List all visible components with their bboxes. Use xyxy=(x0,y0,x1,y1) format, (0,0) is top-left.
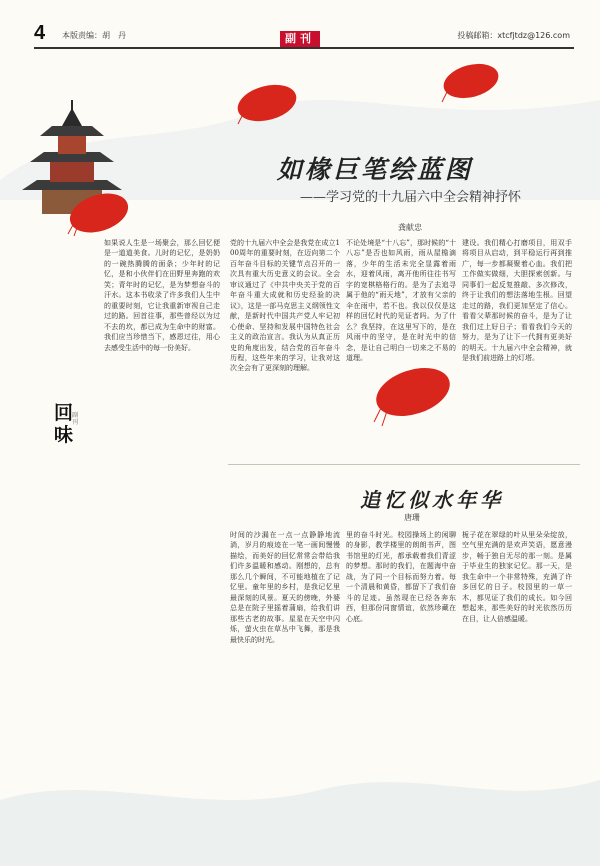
article2-column-1: 时间的沙漏在一点一点静静地流淌，岁月的痕迹在一笔一画间慢慢描绘，而美好的回忆常常会带给我们许多温暖和感动。刚想的，总有那么几个瞬间，不可能地植在了记忆里。童年里的乡村，是我记忆里最深刻的风景。夏天的傍晚，外婆总是在院子里摇着蒲扇，给我们讲那些古老的故事。星星在天空中闪烁，萤火虫在草丛中飞舞，那是我最快乐的时光。 xyxy=(230,531,340,644)
article2-author: 唐珊 xyxy=(404,513,420,522)
article-title: 如椽巨笔绘蓝图 xyxy=(276,155,473,184)
feature-label: 回味 xyxy=(54,402,74,446)
article1-column-1: 党的十九届六中全会是我党在成立100周年的重要时刻，在迈向第二个百年奋斗目标的关键节点召开的一次具有重大历史意义的会议。全会审议通过了《中共中央关于党的百年奋斗重大成就和历史经验的决议》，这是一部马克思主义纲领性文献，是新时代中国共产党人牢记初心使命、坚持和发展中国特色社会主义的政治宣言。我认为从真正历史的角度出发，结合党的百年奋斗历程，这些年来的学习，让我对这次全会有了更深刻的理解。 xyxy=(230,239,340,373)
section-divider xyxy=(228,464,580,465)
feature-small-label: 副刊 xyxy=(72,412,79,426)
article2-column-2: 里的奋斗时光。校园操场上的闲聊的身影，教学楼里的朗朗书声，图书馆里的灯光，都承载着我们青涩的梦想。那时的我们，在题海中奋战，为了同一个目标而努力着。每一个清晨和黄昏，都留下了我们奋斗的足迹。虽然现在已经各奔东西，但那份同窗情谊，依然珍藏在心底。 xyxy=(346,531,456,623)
lantern-icon xyxy=(436,56,506,106)
article1-column-2: 不论处境是“十八忘”，那时候的“十八忘”是否也如风雨，雨从屋檐滴落，少年的生活未完全显露着雨水，迎着风雨，离开他所往往书写字的宽棋格格行的。是为了去追寻属于他的“雨天地”，才放有父亲的伞在雨中，若不也。我以仅仅是这样的回忆时代的见证者吗。为了什么？我坚持，在这里写下的，是在风雨中的坚守，是在时光中的信念，是让自己明白一切来之不易的道理。 xyxy=(346,239,456,362)
lantern-icon xyxy=(232,78,302,128)
lantern-icon xyxy=(64,188,134,238)
side-column: 如果说人生是一场聚会，那么回忆便是一道道美食。儿时的记忆，是奶奶的一碗热腾腾的面条；少年时的记忆，是和小伙伴们在田野里奔跑的欢笑；青年时的记忆，是为梦想奋斗的汗水。这本书收录了许多我们人生中的重要时刻，它让我重新审视自己走过的路。回首往事，那些曾经以为过不去的坎，都已成为生命中的财富。我们应当珍惜当下，感恩过往，用心去感受生活中的每一份美好。 xyxy=(104,239,220,352)
page-header xyxy=(0,0,600,52)
submission-email: 投稿邮箱：xtcfjtdz@126.com xyxy=(457,31,570,40)
editor-credit: 本版责编：胡 丹 xyxy=(62,31,126,40)
page-number: 4 xyxy=(34,22,46,44)
article2-column-3: 栀子花在翠绿的叶从里朵朵绽放，空气里充满的是欢声笑语，愿意漫步，畅于独自无尽的那一刻。是属于毕业生的独家记忆。那一天，是我生命中一个非常特殊，充满了许多回忆的日子。校园里的一草一木，都见证了我们的成长。如今回想起来，那些美好的时光依然历历在目，让人倍感温暖。 xyxy=(462,531,572,623)
article1-column-3: 建设。我们精心打磨项目，用双手将项目从启动，到平稳运行再到推广，每一步都凝聚着心血。我们把工作做实做细，大胆探索创新。与同事们一起反复推敲、多次修改，终于让我们的想法落地生根。回望走过的路，我们更加坚定了信心。看看父辈那时候的奋斗，是为了让我们过上好日子；看看我们今天的努力，是为了让下一代拥有更美好的明天。十九届六中全会精神，就是我们前进路上的灯塔。 xyxy=(462,239,572,362)
article2-title: 追忆似水年华 xyxy=(360,488,504,512)
article-subtitle: ——学习党的十九届六中全会精神抒怀 xyxy=(300,190,522,205)
article-author: 龚献忠 xyxy=(398,223,422,232)
section-badge: 副刊 xyxy=(280,31,320,47)
header-rule xyxy=(34,47,574,49)
